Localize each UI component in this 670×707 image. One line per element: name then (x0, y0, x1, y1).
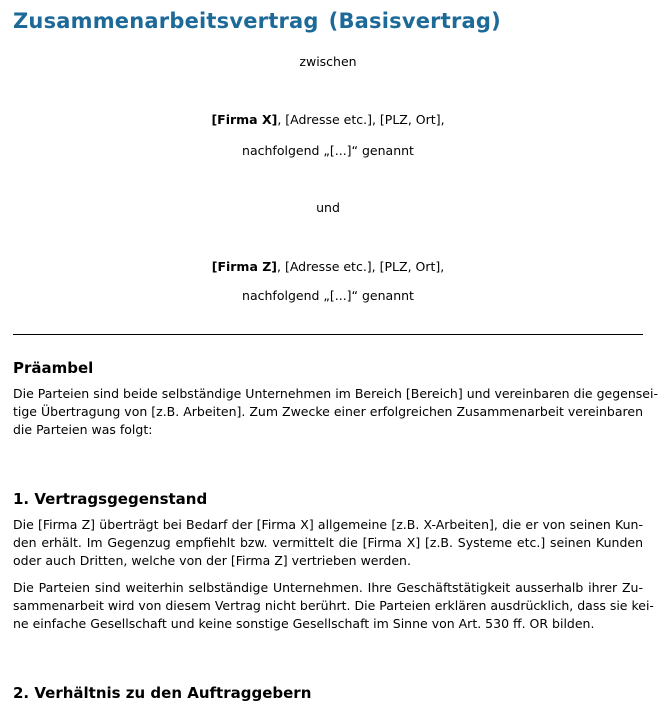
party2-alias: nachfolgend „[...]“ genannt (242, 288, 414, 303)
document-title (13, 9, 501, 33)
and-label: und (316, 200, 340, 215)
preamble-line: die Parteien was folgt: (13, 422, 153, 437)
section1-line: oder auch Dritten, welche von der [Firma Z] vertrieben werden. (13, 553, 411, 568)
preamble-line: tige Übertragung von [z.B. Arbeiten]. Zum Zwecke einer erfolgreichen Zusammenarbeit vereinbaren (13, 404, 643, 419)
between-label: zwischen (299, 54, 357, 69)
divider-line (13, 334, 643, 335)
party1-address: , [Adresse etc.], [PLZ, Ort], (277, 112, 445, 127)
party1-name: [Firma X] (211, 112, 278, 127)
section2-heading: 2. Verhältnis zu den Auftraggebern (13, 684, 312, 702)
party2-address: , [Adresse etc.], [PLZ, Ort], (277, 259, 445, 274)
section1-line: ne einfache Gesellschaft und keine sonstige Gesellschaft im Sinne von Art. 530 ff. OR bilden. (13, 616, 595, 631)
section1-paragraph-1 (13, 516, 643, 570)
party1-line (13, 112, 643, 128)
preamble-paragraph (13, 385, 658, 439)
title-sub: (Basisvertrag) (328, 9, 501, 33)
section1-paragraph-2 (13, 579, 654, 633)
preamble-line: Die Parteien sind beide selbständige Unternehmen im Bereich [Bereich] und vereinbaren die gegensei- (13, 386, 658, 401)
party2-name: [Firma Z] (211, 259, 278, 274)
preamble-heading: Präambel (13, 359, 94, 377)
party1-alias: nachfolgend „[...]“ genannt (242, 143, 414, 158)
section1-line: Die [Firma Z] überträgt bei Bedarf der [Firma X] allgemeine [z.B. X-Arbeiten], die er von seinen Kun- (13, 517, 643, 532)
section1-line: sammenarbeit wird von diesem Vertrag nicht berührt. Die Parteien erklären ausdrücklich, dass sie kei- (13, 598, 654, 613)
title-main: Zusammenarbeitsvertrag (13, 9, 319, 33)
section1-heading: 1. Vertragsgegenstand (13, 490, 208, 508)
section1-line: Die Parteien sind weiterhin selbständige Unternehmen. Ihre Geschäftstätigkeit ausserhalb ihrer Zu- (13, 580, 643, 595)
section1-line: den erhält. Im Gegenzug empfiehlt bzw. vermittelt die [Firma X] [z.B. Systeme etc.] seinen Kunden (13, 535, 643, 550)
party2-line (13, 259, 643, 275)
